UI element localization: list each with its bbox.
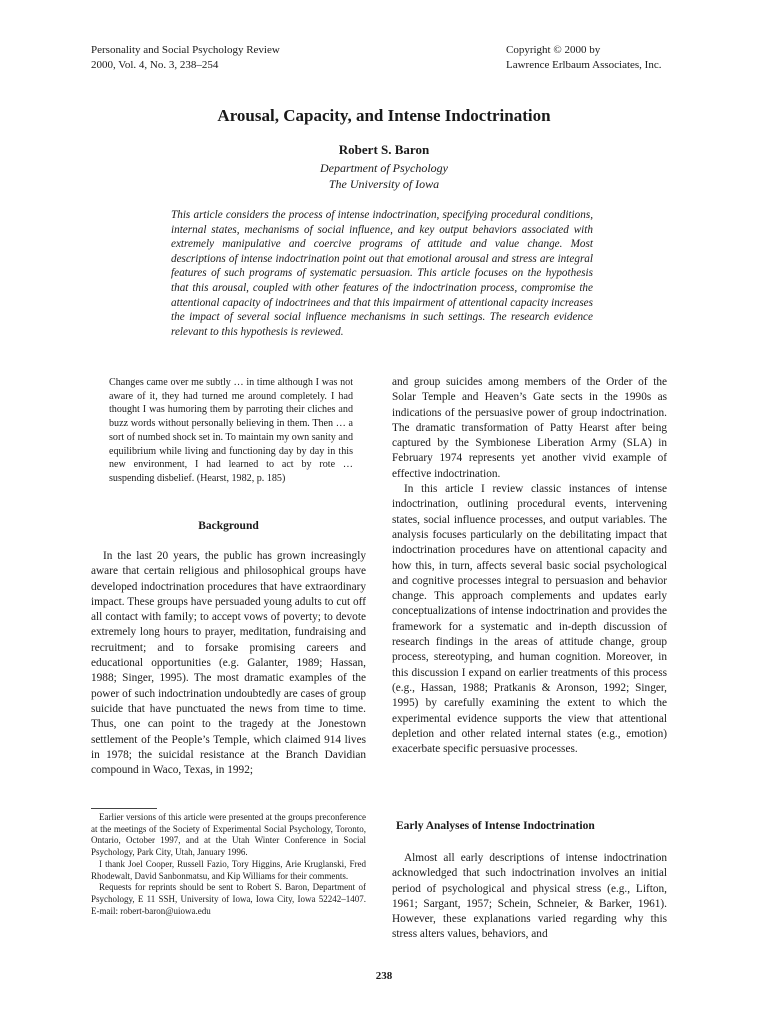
author-name: Robert S. Baron	[338, 142, 430, 157]
early-analyses-paragraph: Almost all early descriptions of intense indoctrination acknowledged that such indoctrination involves an initial period of psychological and physical stress (e.g., Lifton, 1961; Sargant, 1957; Schein, Schneier, & Barker, 1961). However, these explanations varied regarding why this stress alters values, behaviors, and	[392, 852, 667, 941]
footnote-presentation: Earlier versions of this article were presented at the groups preconference at the meetings of the Society of Experimental Social Psychology, Toronto, Ontario, October 1997, and at the Utah Winter Conference in Social Psychology, Park City, Utah, January 1996.	[91, 812, 366, 858]
overview-paragraph: In this article I review classic instances of intense indoctrination, outlining procedural events, intervening states, social influence processes, and output variables. The analysis focuses particularly on the debilitating impact that indoctrination procedures have on attentional capacity and how this, in turn, affects several basic social psychological and cognitive processes integral to persuasion and behavior change. This approach complements and updates early conceptualizations of intense indoctrination and provides the framework for a systematic and in-depth discussion of research findings in the areas of attitude change, group process, stereotyping, and human cognition. Moreover, in this discussion I expand on earlier treatments of this process (e.g., Hassan, 1988; Pratkanis & Aronson, 1992; Singer, 1995) by carefully examining the extent to which the experimental evidence supports the view that attentional depletion and other related internal states (e.g., emotion) exacerbate specific persuasive processes.	[392, 483, 667, 756]
abstract: This article considers the process of intense indoctrination, specifying procedural conditions, internal states, mechanisms of social influence, and key output behaviors associated with extremely manipulative and coercive programs of attitude and value change. Most descriptions of intense indoctrination point out that emotional arousal and stress are integral features of such programs of systematic persuasion. This article focuses on the hypothesis that this arousal, coupled with other features of the indoctrination process, compromise the attentional capacity of indoctrinees and that this impairment of attentional capacity increases the impact of several social influence mechanisms in such settings. The research evidence relevant to this hypothesis is reviewed.	[171, 209, 593, 338]
footnote-acknowledgments: I thank Joel Cooper, Russell Fazio, Tory Higgins, Arie Kruglanski, Fred Rhodewalt, David Sanbonmatsu, and Kip Williams for their comments.	[91, 858, 366, 881]
early-analyses-body	[392, 851, 667, 943]
right-column-body	[392, 375, 667, 757]
affiliation-university: The University of Iowa	[328, 177, 440, 191]
copyright-notice	[506, 43, 661, 73]
journal-citation	[91, 43, 280, 73]
article-title: Arousal, Capacity, and Intense Indoctrination	[217, 106, 551, 125]
page-number: 238	[375, 970, 393, 982]
affiliation-department: Department of Psychology	[320, 161, 448, 175]
section-heading-early-analyses: Early Analyses of Intense Indoctrination	[396, 820, 595, 832]
footnotes	[91, 812, 366, 917]
journal-name: Personality and Social Psychology Review	[91, 44, 280, 56]
section-heading-background: Background	[198, 520, 259, 532]
epigraph-quote: Changes came over me subtly … in time although I was not aware of it, they had turned me around completely. I had thought I was humoring them by parroting their cliches and buzz words without personally believing in them. Then … a sort of numbed shock set in. To maintain my own sanity and equilibrium while living and functioning day by day in this new environment, I had learned to act by rote … suspending disbelief. (Hearst, 1982, p. 185)	[109, 377, 353, 484]
background-paragraph: In the last 20 years, the public has grown increasingly aware that certain religious and philosophical groups have developed indoctrination procedures that have extraordinary impact. These groups have persuaded young adults to cut off all contact with family; to accept vows of poverty; to devote extremely long hours to prayer, meditation, fundraising and recruitment; and to forsake promising careers and educational opportunities (e.g. Galanter, 1989; Hassan, 1988; Singer, 1995). The most dramatic examples of the power of such indoctrination undoubtedly are cases of group suicide that have punctuated the news from time to time. Thus, one can point to the tragedy at the Jonestown settlement of the People’s Temple, which claimed 914 lives in 1978; the suicidal resistance at the Branch Davidian compound in Waco, Texas, in 1992;	[91, 550, 366, 777]
publisher: Lawrence Erlbaum Associates, Inc.	[506, 59, 662, 71]
journal-volume: 2000, Vol. 4, No. 3, 238–254	[91, 59, 219, 71]
left-column-body	[91, 549, 366, 778]
copyright-year: Copyright © 2000 by	[506, 44, 601, 56]
footnote-divider	[91, 808, 157, 809]
continuation-paragraph: and group suicides among members of the Order of the Solar Temple and Heaven’s Gate sects in the 1990s as indications of the persuasive power of group indoctrination. The dramatic transformation of Patty Hearst after being captured by the Symbionese Liberation Army (SLA) in February 1974 represents yet another vivid example of effective indoctrination.	[392, 376, 667, 480]
footnote-reprints: Requests for reprints should be sent to Robert S. Baron, Department of Psychology, E 11 SSH, University of Iowa, Iowa City, Iowa 52242–1407. E-mail: robert-baron@uiowa.edu	[91, 882, 366, 916]
